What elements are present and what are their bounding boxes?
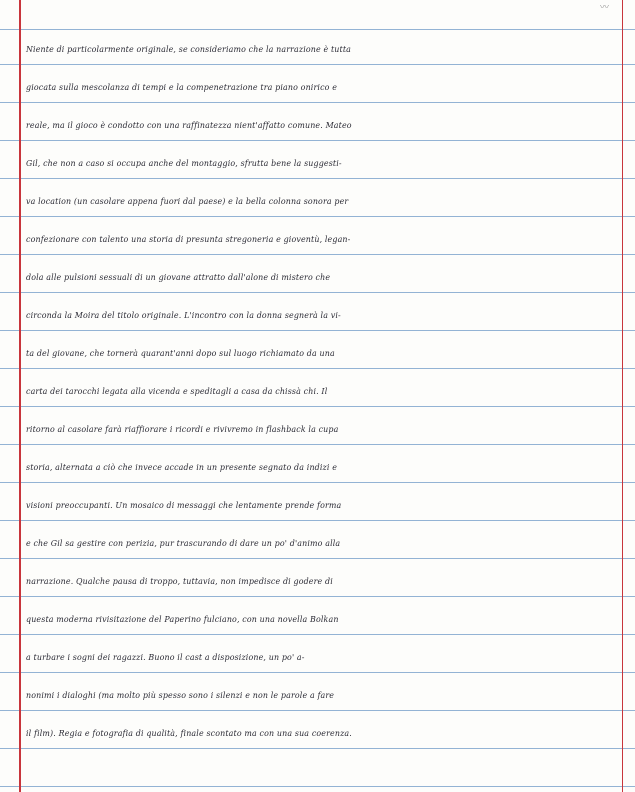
rule-line [0,482,635,483]
rule-line [0,444,635,445]
rule-line [0,406,635,407]
text-line: storia, alternata a ciò che invece accade in un presente segnato da indizi e [26,463,338,472]
rule-line [0,330,635,331]
corner-mark: 〰 [600,3,610,13]
text-line: narrazione. Qualche pausa di troppo, tuttavia, non impedisce di godere di [26,577,333,586]
text-line: il film). Regia e fotografia di qualità, finale scontato ma con una sua coerenza. [26,729,352,738]
rule-line [0,634,635,635]
rule-line [0,216,635,217]
text-line: ritorno al casolare farà riaffiorare i ricordi e rivivremo in flashback la cupa [26,425,339,434]
text-line: Niente di particolarmente originale, se consideriamo che la narrazione è tutta [26,45,352,54]
rule-line [0,64,635,65]
rule-line [0,520,635,521]
text-line: Gil, che non a caso si occupa anche del montaggio, sfrutta bene la suggesti- [26,159,342,168]
right-margin-line [622,0,623,792]
text-line: confezionare con talento una storia di presunta stregoneria e gioventù, legan- [26,235,351,244]
rule-line [0,596,635,597]
text-line: nonimi i dialoghi (ma molto più spesso sono i silenzi e non le parole a fare [26,691,335,700]
text-line: questa moderna rivisitazione del Paperino fulciano, con una novella Bolkan [26,615,339,624]
text-line: e che Gil sa gestire con perizia, pur trascurando di dare un po' d'animo alla [26,539,341,548]
rule-line [0,29,635,30]
rule-line [0,558,635,559]
rule-line [0,292,635,293]
text-line: dola alle pulsioni sessuali di un giovane attratto dall'alone di mistero che [26,273,331,282]
text-line: reale, ma il gioco è condotto con una raffinatezza nient'affatto comune. Mateo [26,121,352,130]
text-line: ta del giovane, che tornerà quarant'anni dopo sul luogo richiamato da una [26,349,335,358]
text-line: va location (un casolare appena fuori dal paese) e la bella colonna sonora per [26,197,349,206]
rule-line [0,178,635,179]
text-line: giocata sulla mescolanza di tempi e la compenetrazione tra piano onirico e [26,83,338,92]
rule-line [0,710,635,711]
left-margin-line [19,0,21,792]
rule-line [0,786,635,787]
rule-line [0,672,635,673]
text-line: carta dei tarocchi legata alla vicenda e speditagli a casa da chissà chi. Il [26,387,328,396]
text-line: a turbare i sogni dei ragazzi. Buono il cast a disposizione, un po' a- [26,653,305,662]
rule-line [0,140,635,141]
rule-line [0,748,635,749]
text-line: circonda la Moira del titolo originale. L'incontro con la donna segnerà la vi- [26,311,341,320]
rule-line [0,254,635,255]
rule-line [0,368,635,369]
text-line: visioni preoccupanti. Un mosaico di messaggi che lentamente prende forma [26,501,342,510]
rule-line [0,102,635,103]
